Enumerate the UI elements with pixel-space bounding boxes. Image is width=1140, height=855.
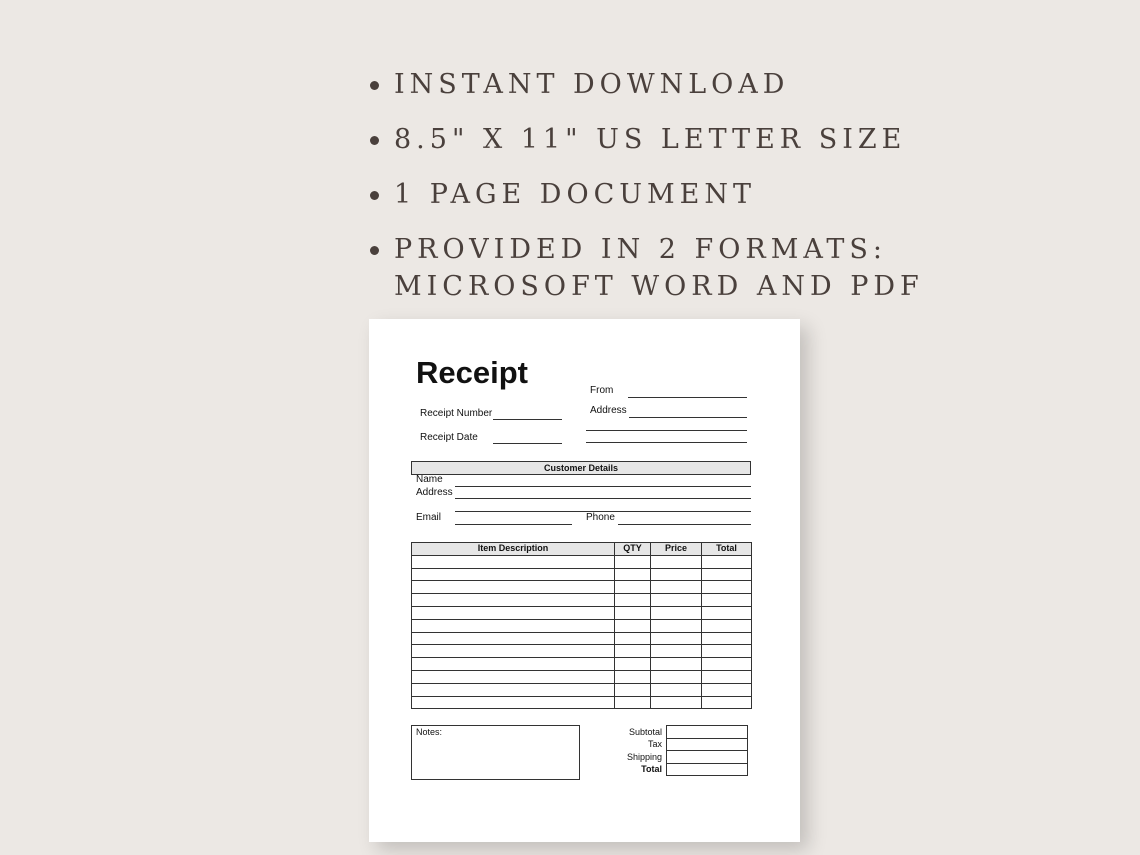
item-cell [702, 683, 752, 696]
header-price: Price [651, 543, 702, 556]
item-cell [412, 555, 615, 568]
tax-label: Tax [647, 739, 662, 750]
item-cell [702, 619, 752, 632]
feature-item [370, 66, 924, 103]
items-header-row [412, 543, 752, 556]
item-cell [651, 568, 702, 581]
address-line-2 [586, 430, 747, 431]
receipt-number-line [493, 419, 562, 420]
item-cell [615, 581, 651, 594]
item-cell [702, 696, 752, 709]
customer-email-label: Email [416, 512, 442, 523]
customer-details-heading: Customer Details [411, 461, 751, 475]
item-cell [651, 632, 702, 645]
item-row [412, 619, 752, 632]
item-cell [615, 568, 651, 581]
item-cell [615, 632, 651, 645]
feature-item [370, 176, 924, 213]
from-line [628, 397, 747, 398]
item-row [412, 670, 752, 683]
customer-address-label: Address [416, 487, 453, 498]
item-cell [615, 619, 651, 632]
receipt-date-label: Receipt Date [420, 432, 478, 443]
item-row [412, 683, 752, 696]
item-cell [702, 581, 752, 594]
item-cell [615, 683, 651, 696]
customer-name-line [455, 486, 751, 487]
item-row [412, 658, 752, 671]
feature-item [370, 231, 924, 305]
header-item-description: Item Description [412, 543, 615, 556]
items-body [412, 555, 752, 709]
feature-item [370, 121, 924, 158]
item-cell [702, 594, 752, 607]
item-cell [615, 645, 651, 658]
customer-details [411, 461, 751, 475]
feature-line: PROVIDED IN 2 FORMATS: [394, 234, 888, 265]
item-row [412, 568, 752, 581]
from-label: From [590, 385, 614, 396]
item-row [412, 594, 752, 607]
feature-line: 1 PAGE DOCUMENT [394, 179, 756, 210]
shipping-label: Shipping [626, 751, 662, 762]
item-cell [615, 658, 651, 671]
item-row [412, 696, 752, 709]
item-cell [651, 658, 702, 671]
item-cell [615, 555, 651, 568]
receipt-document [369, 319, 800, 842]
item-cell [651, 645, 702, 658]
tax-value [667, 738, 748, 751]
shipping-value [667, 751, 748, 764]
item-cell [412, 632, 615, 645]
header-total: Total [702, 543, 752, 556]
customer-email-line [455, 524, 572, 525]
receipt-date-line [493, 443, 562, 444]
header-qty: QTY [615, 543, 651, 556]
item-cell [651, 594, 702, 607]
feature-line: MICROSOFT WORD AND PDF [394, 271, 924, 302]
customer-phone-line [618, 524, 751, 525]
item-cell [412, 619, 615, 632]
address-line [629, 417, 747, 418]
item-cell [412, 658, 615, 671]
item-cell [615, 594, 651, 607]
item-cell [702, 606, 752, 619]
subtotal-label: Subtotal [628, 726, 662, 737]
totals-row [614, 726, 748, 739]
item-row [412, 632, 752, 645]
item-cell [651, 555, 702, 568]
customer-phone-label: Phone [586, 512, 615, 523]
item-cell [412, 581, 615, 594]
item-cell [702, 568, 752, 581]
item-cell [651, 581, 702, 594]
item-cell [412, 568, 615, 581]
notes-label: Notes: [416, 727, 443, 737]
item-cell [651, 619, 702, 632]
customer-address-line [455, 498, 751, 499]
feature-line: 8.5" X 11" US LETTER SIZE [394, 124, 907, 155]
item-cell [412, 645, 615, 658]
item-row [412, 555, 752, 568]
item-cell [651, 696, 702, 709]
totals-row [614, 738, 748, 751]
totals-table [614, 725, 748, 776]
receipt-title: Receipt [416, 355, 528, 390]
item-cell [702, 632, 752, 645]
totals-row [614, 763, 748, 776]
item-cell [412, 696, 615, 709]
notes-box [411, 725, 580, 780]
address-label: Address [590, 405, 627, 416]
item-row [412, 581, 752, 594]
address-line-3 [586, 442, 747, 443]
item-cell [615, 696, 651, 709]
item-cell [412, 606, 615, 619]
items-table [411, 542, 752, 709]
item-cell [702, 670, 752, 683]
item-cell [702, 658, 752, 671]
customer-name-label: Name [416, 474, 443, 485]
item-row [412, 606, 752, 619]
totals-row [614, 751, 748, 764]
total-label: Total [641, 764, 662, 775]
item-cell [412, 683, 615, 696]
item-cell [651, 683, 702, 696]
item-cell [702, 645, 752, 658]
total-value [667, 763, 748, 776]
item-cell [651, 606, 702, 619]
subtotal-value [667, 726, 748, 739]
item-cell [412, 670, 615, 683]
feature-list [370, 66, 924, 323]
item-cell [651, 670, 702, 683]
receipt-number-label: Receipt Number [420, 408, 493, 419]
item-row [412, 645, 752, 658]
item-cell [412, 594, 615, 607]
item-cell [615, 606, 651, 619]
item-cell [702, 555, 752, 568]
item-cell [615, 670, 651, 683]
feature-line: INSTANT DOWNLOAD [394, 69, 790, 100]
